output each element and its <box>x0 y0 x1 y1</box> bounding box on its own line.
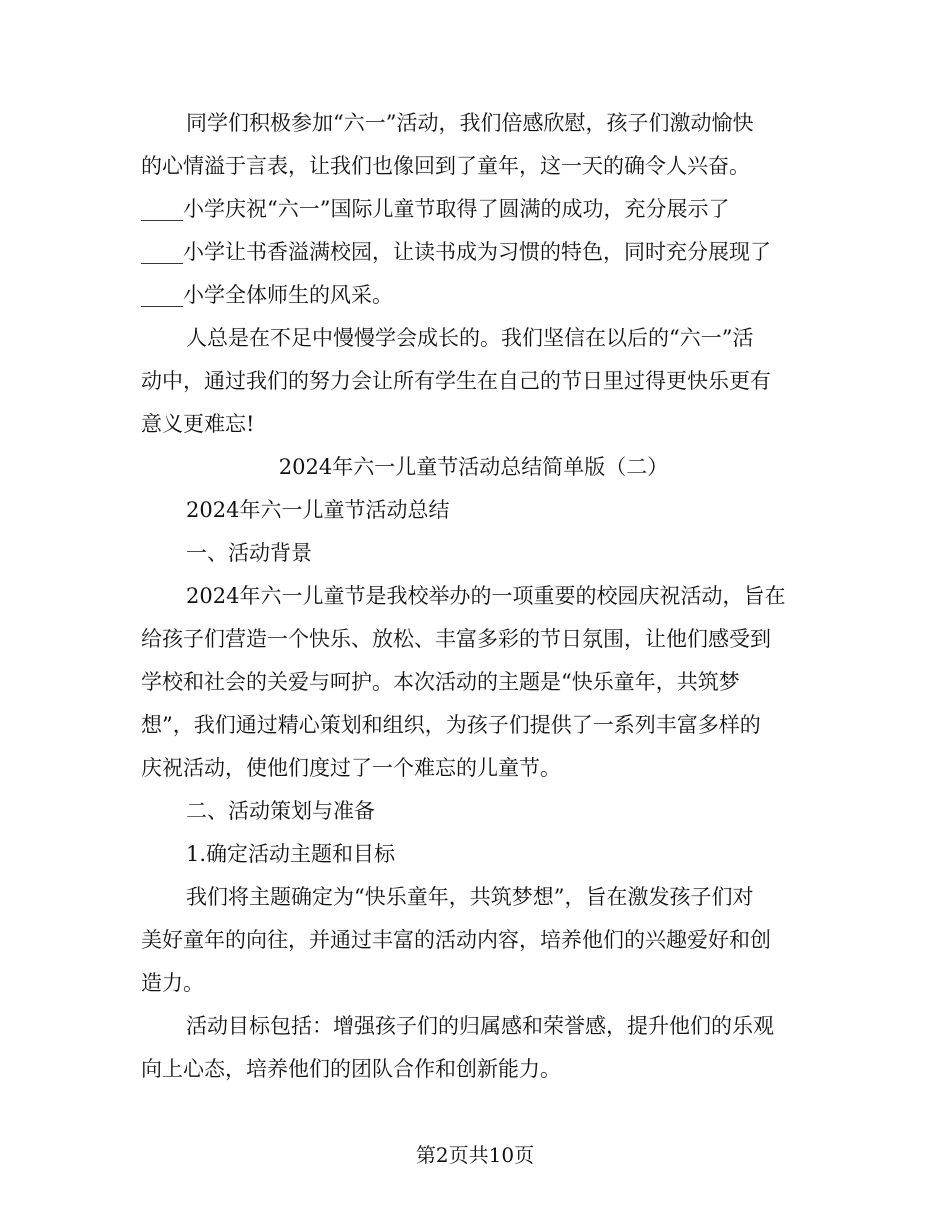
paragraph-line: 意义更难忘! <box>141 412 255 436</box>
paragraph-line: 动中，通过我们的努力会让所有学生在自己的节日里过得更快乐更有 <box>141 369 771 393</box>
paragraph-line: 人总是在不足中慢慢学会成长的。我们坚信在以后的“六一”活 <box>186 326 754 350</box>
paragraph-line: 的心情溢于言表，让我们也像回到了童年，这一天的确令人兴奋。 <box>141 154 750 178</box>
paragraph-line: ____小学让书香溢满校园，让读书成为习惯的特色，同时充分展现了 <box>141 240 771 264</box>
paragraph-line: 美好童年的向往，并通过丰富的活动内容，培养他们的兴趣爱好和创 <box>141 928 771 952</box>
paragraph-line: ____小学庆祝“六一”国际儿童节取得了圆满的成功，充分展示了 <box>141 197 730 221</box>
subsection-heading: 1.确定活动主题和目标 <box>186 842 396 866</box>
paragraph-line: 向上心态，培养他们的团队合作和创新能力。 <box>141 1057 561 1081</box>
section-heading: 二、活动策划与准备 <box>186 799 375 823</box>
paragraph-line: 我们将主题确定为“快乐童年，共筑梦想”，旨在激发孩子们对 <box>186 885 754 909</box>
paragraph-line: 学校和社会的关爱与呵护。本次活动的主题是“快乐童年，共筑梦 <box>141 670 740 694</box>
paragraph-line: 想”，我们通过精心策划和组织，为孩子们提供了一系列丰富多样的 <box>141 713 761 737</box>
paragraph-line: 2024年六一儿童节是我校举办的一项重要的校园庆祝活动，旨在 <box>186 584 786 608</box>
document-body <box>141 102 806 1091</box>
paragraph-line: 庆祝活动，使他们度过了一个难忘的儿童节。 <box>141 756 561 780</box>
section-heading: 一、活动背景 <box>186 541 312 565</box>
paragraph-line: ____小学全体师生的风采。 <box>141 283 393 307</box>
paragraph-line: 造力。 <box>141 971 204 995</box>
section-title: 2024年六一儿童节活动总结简单版（二） <box>278 455 669 479</box>
page-number-footer: 第2页共10页 <box>415 1143 535 1167</box>
subtitle-line: 2024年六一儿童节活动总结 <box>186 498 450 522</box>
paragraph-line: 给孩子们营造一个快乐、放松、丰富多彩的节日氛围，让他们感受到 <box>141 627 771 651</box>
paragraph-line: 活动目标包括：增强孩子们的归属感和荣誉感，提升他们的乐观 <box>186 1014 774 1038</box>
paragraph-line: 同学们积极参加“六一”活动，我们倍感欣慰，孩子们激动愉快 <box>186 111 754 135</box>
